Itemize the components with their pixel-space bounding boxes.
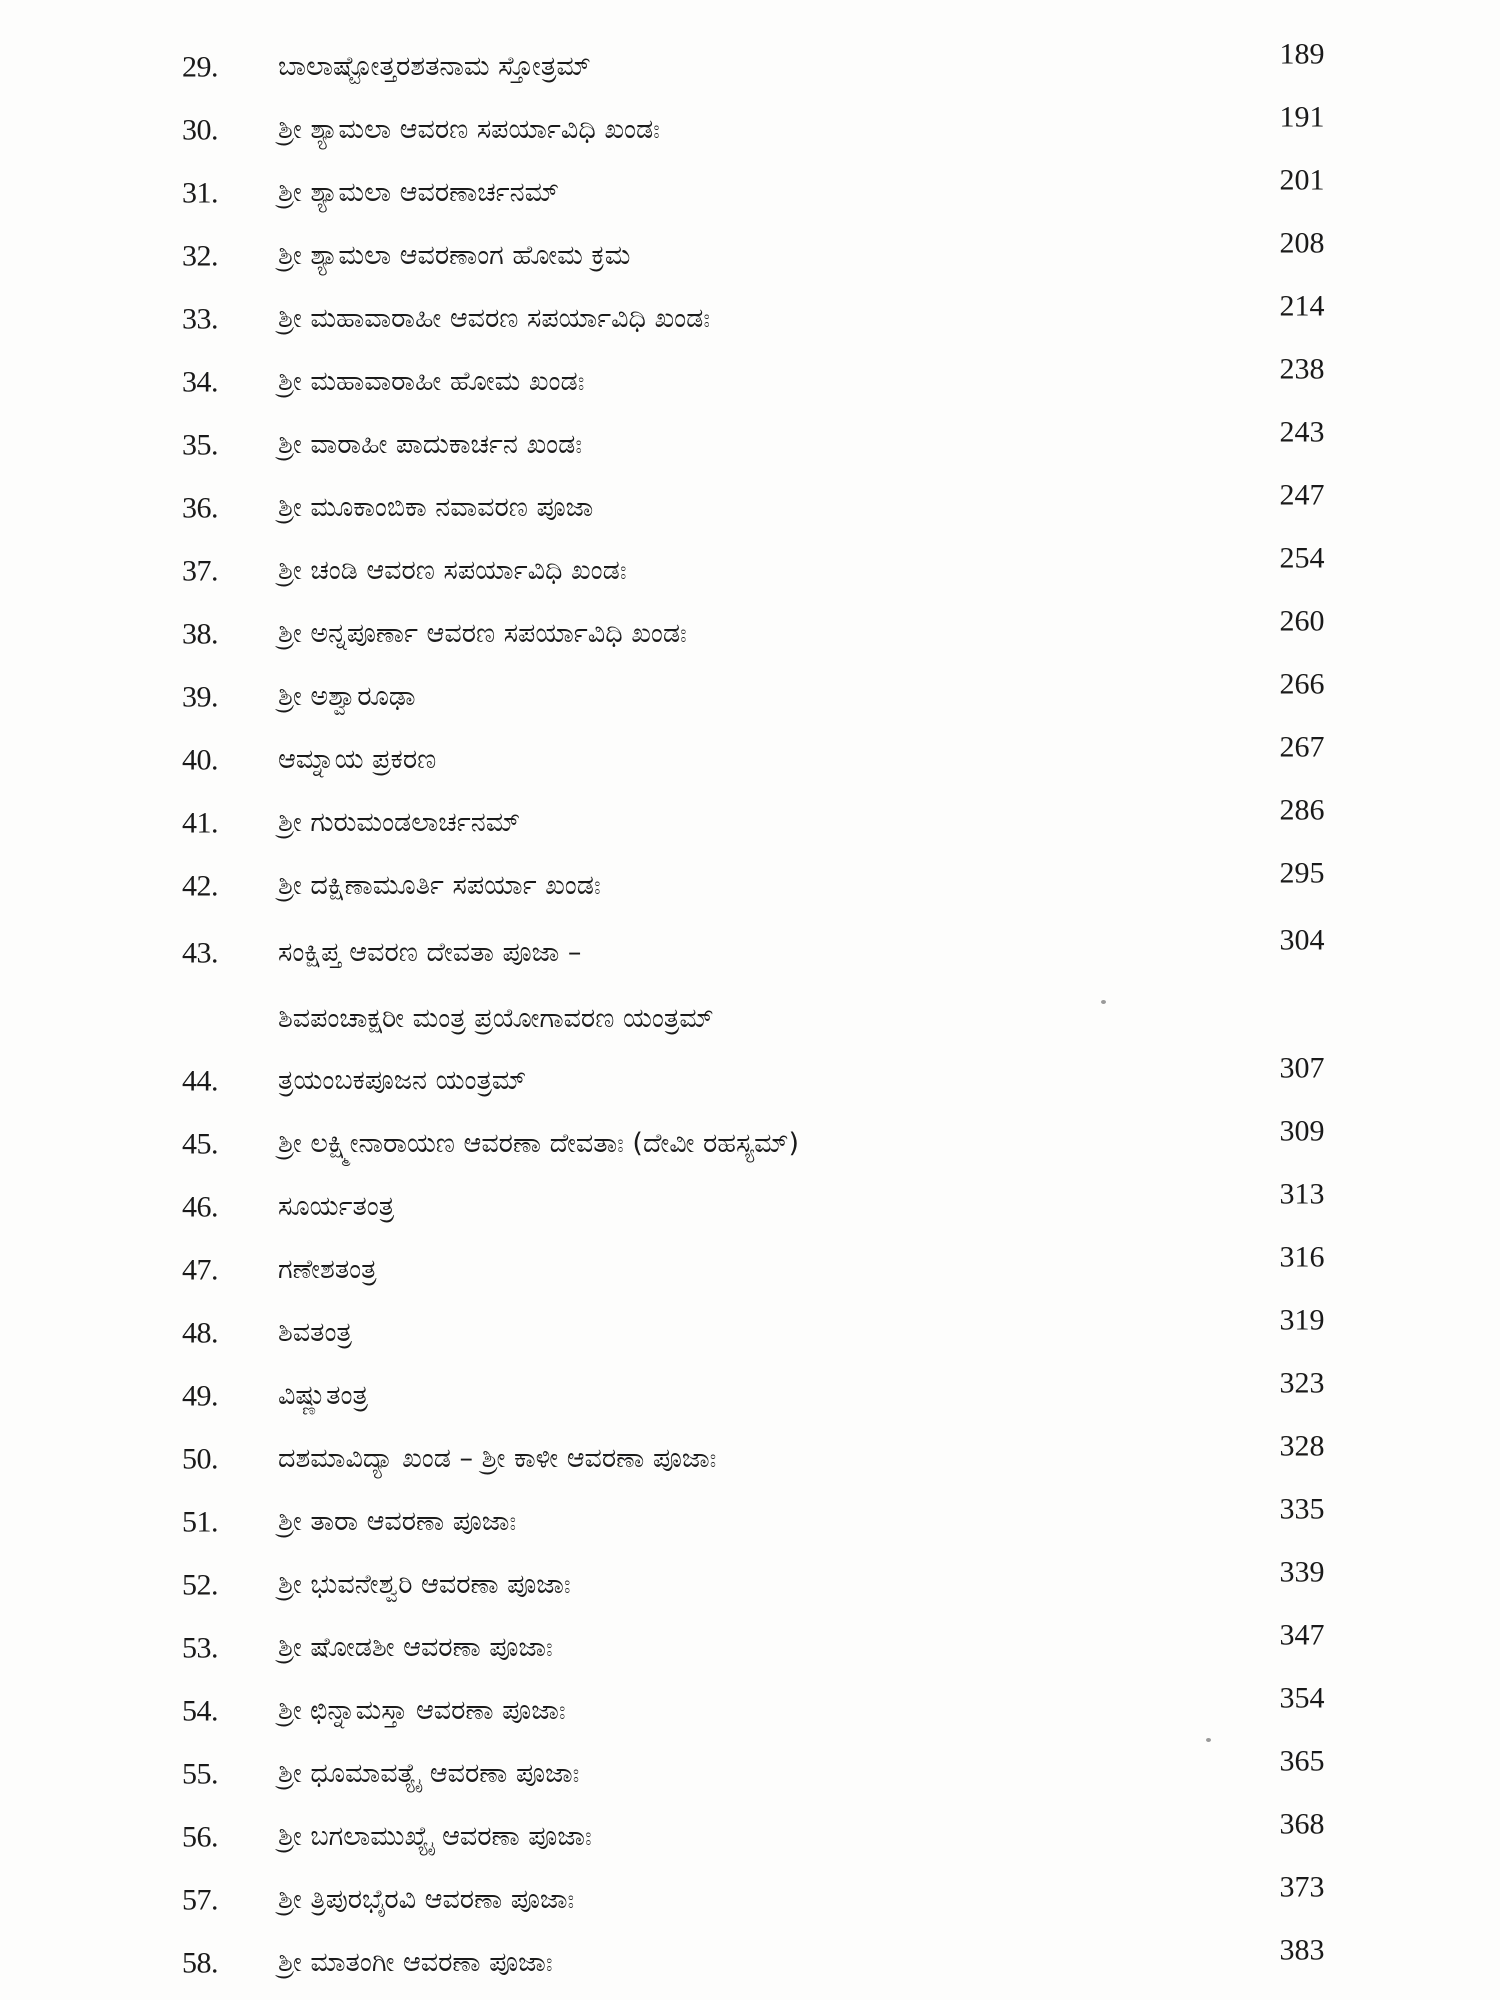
toc-entry (182, 1109, 1332, 1172)
entry-number: 51. (182, 1504, 218, 1538)
entry-title: ಶ್ರೀ ಮಹಾವಾರಾಹೀ ಆವರಣ ಸಪರ್ಯಾವಿಧಿ ಖಂಡಃ (278, 302, 711, 334)
entry-number: 37. (182, 553, 218, 587)
entry-number: 43. (182, 936, 218, 970)
entry-title-continuation: ಶಿವಪಂಚಾಕ್ಷರೀ ಮಂತ್ರ ಪ್ರಯೋಗಾವರಣ ಯಂತ್ರಮ್ (278, 1003, 714, 1035)
entry-page-number: 347 (1279, 1617, 1325, 1651)
entry-title: ಶ್ರೀ ಮಾತಂಗೀ ಆವರಣಾ ಪೂಜಾಃ (278, 1946, 553, 1978)
entry-title: ಶ್ರೀ ಬಗಲಾಮುಖ್ಯೈ ಆವರಣಾ ಪೂಜಾಃ (278, 1820, 592, 1852)
entry-page-number: 286 (1279, 792, 1325, 826)
toc-entry (182, 1613, 1332, 1676)
entry-title: ಸೂರ್ಯತಂತ್ರ (278, 1190, 395, 1222)
entry-title: ಸಂಕ್ಷಿಪ್ತ ಆವರಣ ದೇವತಾ ಪೂಜಾ – (278, 937, 582, 969)
entry-page-number: 243 (1279, 414, 1325, 448)
entry-title: ದಶಮಾವಿದ್ಯಾ ಖಂಡ – ಶ್ರೀ ಕಾಳೀ ಆವರಣಾ ಪೂಜಾಃ (278, 1442, 717, 1474)
entry-number: 41. (182, 805, 218, 839)
entry-number: 32. (182, 238, 218, 272)
entry-title: ಶ್ರೀ ಭುವನೇಶ್ವರಿ ಆವರಣಾ ಪೂಜಾಃ (278, 1568, 571, 1600)
scan-speck (1101, 1000, 1106, 1004)
toc-entry (182, 662, 1332, 725)
entry-number: 55. (182, 1756, 218, 1790)
entry-title: ಶ್ರೀ ಶ್ಯಾಮಲಾ ಆವರಣಾಂಗ ಹೋಮ ಕ್ರಮ (278, 239, 631, 271)
entry-number: 50. (182, 1441, 218, 1475)
entry-number: 49. (182, 1378, 218, 1412)
entry-title: ಬಾಲಾಷ್ಟೋತ್ತರಶತನಾಮ ಸ್ತೋತ್ರಮ್ (278, 50, 591, 82)
entry-title: ಶ್ರೀ ಷೋಡಶೀ ಆವರಣಾ ಪೂಜಾಃ (278, 1631, 553, 1663)
toc-entry (182, 32, 1332, 95)
toc-entry (182, 851, 1332, 914)
entry-page-number: 365 (1279, 1743, 1325, 1777)
entry-title: ಶ್ರೀ ಲಕ್ಷ್ಮೀನಾರಾಯಣ ಆವರಣಾ ದೇವತಾಃ (ದೇವೀ ರಹಸ್ಯಮ್) (278, 1127, 800, 1159)
entry-title: ವಿಷ್ಣುತಂತ್ರ (278, 1379, 368, 1411)
entry-page-number: 189 (1279, 36, 1325, 70)
entry-title: ಶಿವತಂತ್ರ (278, 1316, 352, 1348)
entry-title: ಗಣೇಶತಂತ್ರ (278, 1253, 377, 1285)
entry-title: ಶ್ರೀ ಶ್ಯಾಮಲಾ ಆವರಣಾರ್ಚನಮ್ (278, 176, 560, 208)
entry-number: 48. (182, 1315, 218, 1349)
entry-number: 57. (182, 1882, 218, 1916)
entry-title: ಶ್ರೀ ಧೂಮಾವತ್ಯೈ ಆವರಣಾ ಪೂಜಾಃ (278, 1757, 580, 1789)
entry-number: 29. (182, 49, 218, 83)
toc-entry (182, 1235, 1332, 1298)
entry-page-number: 368 (1279, 1806, 1325, 1840)
toc-entry (182, 1739, 1332, 1802)
entry-page-number: 208 (1279, 225, 1325, 259)
entry-page-number: 354 (1279, 1680, 1325, 1714)
entry-page-number: 254 (1279, 540, 1325, 574)
toc-entry (182, 1865, 1332, 1928)
entry-page-number: 339 (1279, 1554, 1325, 1588)
entry-number: 40. (182, 742, 218, 776)
entry-page-number: 260 (1279, 603, 1325, 637)
toc-entry (182, 725, 1332, 788)
entry-title: ಶ್ರೀ ಅನ್ನಪೂರ್ಣಾ ಆವರಣ ಸಪರ್ಯಾವಿಧಿ ಖಂಡಃ (278, 617, 687, 649)
toc-entry (182, 1172, 1332, 1235)
entry-page-number: 383 (1279, 1932, 1325, 1966)
entry-number: 45. (182, 1126, 218, 1160)
entry-number: 56. (182, 1819, 218, 1853)
toc-entry (182, 1928, 1332, 1991)
entry-page-number: 319 (1279, 1302, 1325, 1336)
entry-number: 58. (182, 1945, 218, 1979)
entry-number: 33. (182, 301, 218, 335)
entry-number: 31. (182, 175, 218, 209)
scan-speck (1206, 1738, 1211, 1742)
toc-entry (182, 1424, 1332, 1487)
entry-number: 30. (182, 112, 218, 146)
entry-page-number: 295 (1279, 855, 1325, 889)
entry-page-number: 304 (1279, 923, 1325, 957)
entry-page-number: 238 (1279, 351, 1325, 385)
entry-page-number: 201 (1279, 162, 1325, 196)
toc-entry (182, 536, 1332, 599)
entry-page-number: 266 (1279, 666, 1325, 700)
entry-page-number: 307 (1279, 1050, 1325, 1084)
entry-title: ಶ್ರೀ ಮೂಕಾಂಬಿಕಾ ನವಾವರಣ ಪೂಜಾ (278, 491, 594, 523)
toc-entry (182, 1361, 1332, 1424)
toc-entry-continuation (182, 986, 1332, 1046)
toc-entry (182, 1487, 1332, 1550)
toc-entry (182, 1550, 1332, 1613)
entry-page-number: 373 (1279, 1869, 1325, 1903)
entry-page-number: 247 (1279, 477, 1325, 511)
toc-entry (182, 284, 1332, 347)
entry-title: ಶ್ರೀ ಶ್ಯಾಮಲಾ ಆವರಣ ಸಪರ್ಯಾವಿಧಿ ಖಂಡಃ (278, 113, 660, 145)
entry-number: 47. (182, 1252, 218, 1286)
entry-page-number: 323 (1279, 1365, 1325, 1399)
entry-title: ಶ್ರೀ ಗುರುಮಂಡಲಾರ್ಚನಮ್ (278, 806, 521, 838)
entry-number: 35. (182, 427, 218, 461)
entry-title: ಶ್ರೀ ಅಶ್ವಾರೂಢಾ (278, 680, 416, 712)
entry-number: 36. (182, 490, 218, 524)
entry-page-number: 267 (1279, 729, 1325, 763)
toc-entry (182, 1298, 1332, 1361)
entry-number: 52. (182, 1567, 218, 1601)
entry-page-number: 191 (1279, 99, 1325, 133)
entry-title: ಶ್ರೀ ಮಹಾವಾರಾಹೀ ಹೋಮ ಖಂಡಃ (278, 365, 585, 397)
entry-title: ಶ್ರೀ ತ್ರಿಪುರಭೈರವಿ ಆವರಣಾ ಪೂಜಾಃ (278, 1883, 575, 1915)
entry-number: 46. (182, 1189, 218, 1223)
toc-entry (182, 599, 1332, 662)
entry-title: ಆಮ್ನಾಯ ಪ್ರಕರಣ (278, 743, 437, 775)
toc-entry (182, 1046, 1332, 1109)
toc-entry (182, 473, 1332, 536)
entry-page-number: 316 (1279, 1239, 1325, 1273)
entry-page-number: 328 (1279, 1428, 1325, 1462)
entry-page-number: 313 (1279, 1176, 1325, 1210)
table-of-contents (182, 32, 1332, 1991)
toc-entry (182, 1676, 1332, 1739)
toc-entry (182, 95, 1332, 158)
entry-title: ತ್ರಯಂಬಕಪೂಜನ ಯಂತ್ರಮ್ (278, 1064, 527, 1096)
entry-number: 53. (182, 1630, 218, 1664)
entry-number: 54. (182, 1693, 218, 1727)
entry-title: ಶ್ರೀ ವಾರಾಹೀ ಪಾದುಕಾರ್ಚನ ಖಂಡಃ (278, 428, 583, 460)
entry-number: 34. (182, 364, 218, 398)
entry-title: ಶ್ರೀ ದಕ್ಷಿಣಾಮೂರ್ತಿ ಸಪರ್ಯಾ ಖಂಡಃ (278, 869, 601, 901)
toc-entry (182, 1802, 1332, 1865)
entry-number: 38. (182, 616, 218, 650)
toc-entry (182, 410, 1332, 473)
toc-entry (182, 788, 1332, 851)
entry-number: 39. (182, 679, 218, 713)
entry-title: ಶ್ರೀ ತಾರಾ ಆವರಣಾ ಪೂಜಾಃ (278, 1505, 517, 1537)
toc-entry (182, 914, 1332, 986)
entry-number: 44. (182, 1063, 218, 1097)
entry-title: ಶ್ರೀ ಚಂಡಿ ಆವರಣ ಸಪರ್ಯಾವಿಧಿ ಖಂಡಃ (278, 554, 627, 586)
toc-entry (182, 347, 1332, 410)
toc-entry (182, 158, 1332, 221)
entry-title: ಶ್ರೀ ಛಿನ್ನಾಮಸ್ತಾ ಆವರಣಾ ಪೂಜಾಃ (278, 1694, 566, 1726)
toc-entry (182, 221, 1332, 284)
entry-page-number: 335 (1279, 1491, 1325, 1525)
entry-page-number: 309 (1279, 1113, 1325, 1147)
entry-number: 42. (182, 868, 218, 902)
entry-page-number: 214 (1279, 288, 1325, 322)
